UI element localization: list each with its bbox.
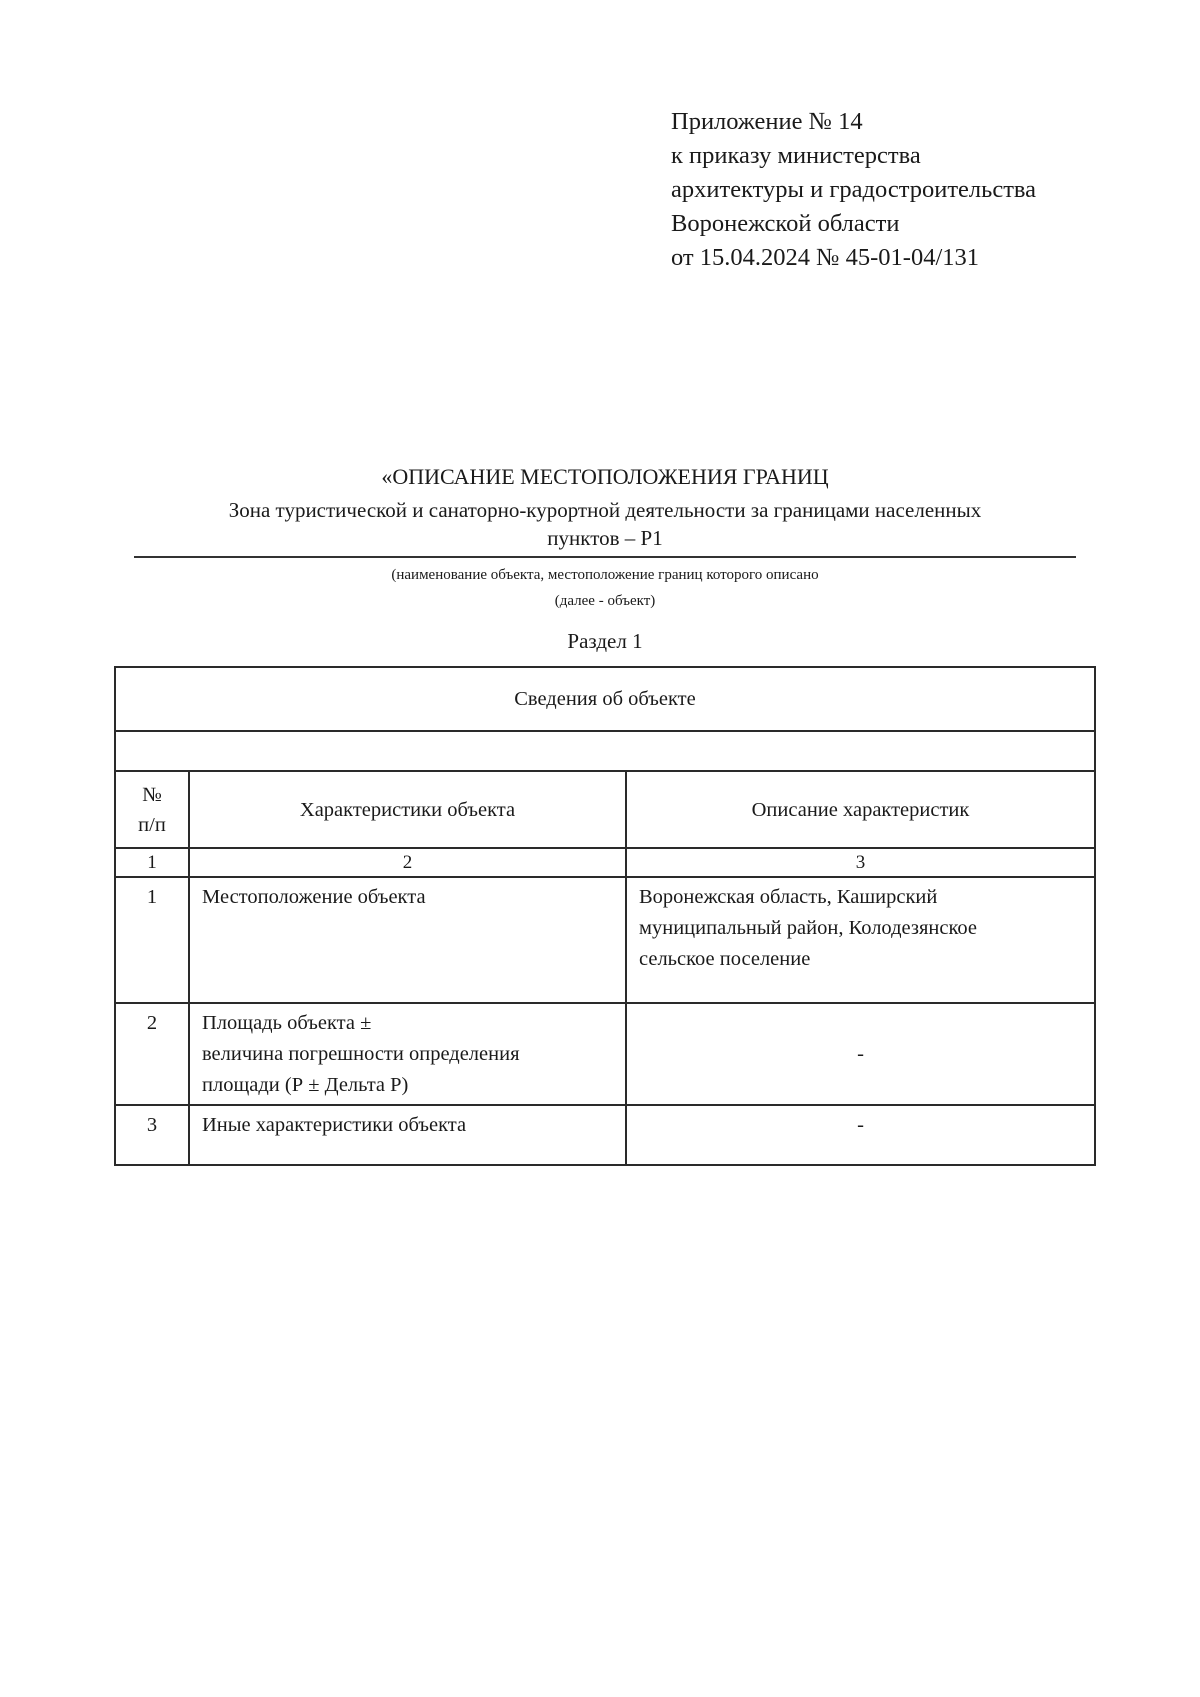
appendix-block [671, 105, 1151, 275]
row-description: - [626, 1003, 1095, 1105]
cell-line: Воронежская область, Каширский [639, 886, 938, 908]
cell-line: Местоположение объекта [202, 886, 426, 908]
object-name-line: пунктов – Р1 [547, 526, 663, 550]
row-number: 1 [115, 877, 189, 1003]
table-blank-cell [115, 731, 1095, 771]
table-row [115, 877, 1095, 1003]
column-number: 1 [115, 848, 189, 877]
column-number: 3 [626, 848, 1095, 877]
header-number [115, 771, 189, 848]
header-description: Описание характеристик [626, 771, 1095, 848]
cell-line: величина погрешности определения [202, 1043, 520, 1065]
appendix-line: к приказу министерства [671, 142, 921, 169]
title-block [130, 460, 1080, 552]
object-name-note [130, 562, 1080, 614]
table-caption-row [115, 667, 1095, 731]
cell-line: Площадь объекта ± [202, 1012, 372, 1034]
column-number-row [115, 848, 1095, 877]
row-number: 2 [115, 1003, 189, 1105]
note-line: (наименование объекта, местоположение границ которого описано [391, 567, 819, 583]
note-line: (далее - объект) [554, 593, 656, 609]
header-number-sign: № [142, 783, 162, 806]
cell-line: Иные характеристики объекта [202, 1114, 467, 1136]
table-header-row [115, 771, 1095, 848]
header-number-label: п/п [138, 813, 166, 836]
appendix-line: Приложение № 14 [671, 108, 863, 135]
table-row [115, 1105, 1095, 1165]
object-name-line: Зона туристической и санаторно-курортной деятельности за границами населенных [228, 498, 982, 522]
appendix-line: архитектуры и градостроительства [671, 176, 1037, 203]
object-name-underline [134, 556, 1076, 558]
header-characteristics: Характеристики объекта [189, 771, 626, 848]
column-number: 2 [189, 848, 626, 877]
table-blank-row [115, 731, 1095, 771]
row-characteristic [189, 877, 626, 1003]
row-description [626, 877, 1095, 1003]
row-description: - [626, 1105, 1095, 1165]
object-name [130, 496, 1080, 552]
row-characteristic [189, 1003, 626, 1105]
row-characteristic [189, 1105, 626, 1165]
appendix-line: Воронежской области [671, 210, 900, 237]
row-number: 3 [115, 1105, 189, 1165]
appendix-line: от 15.04.2024 № 45-01-04/131 [671, 244, 980, 271]
cell-line: площади (Р ± Дельта Р) [202, 1074, 409, 1096]
section-heading: Раздел 1 [567, 629, 643, 653]
table-caption: Сведения об объекте [115, 667, 1095, 731]
document-title: «ОПИСАНИЕ МЕСТОПОЛОЖЕНИЯ ГРАНИЦ [381, 464, 829, 489]
cell-line: муниципальный район, Колодезянское [639, 917, 977, 939]
table-row [115, 1003, 1095, 1105]
object-info-table [114, 666, 1096, 1166]
cell-line: сельское поселение [639, 948, 811, 970]
